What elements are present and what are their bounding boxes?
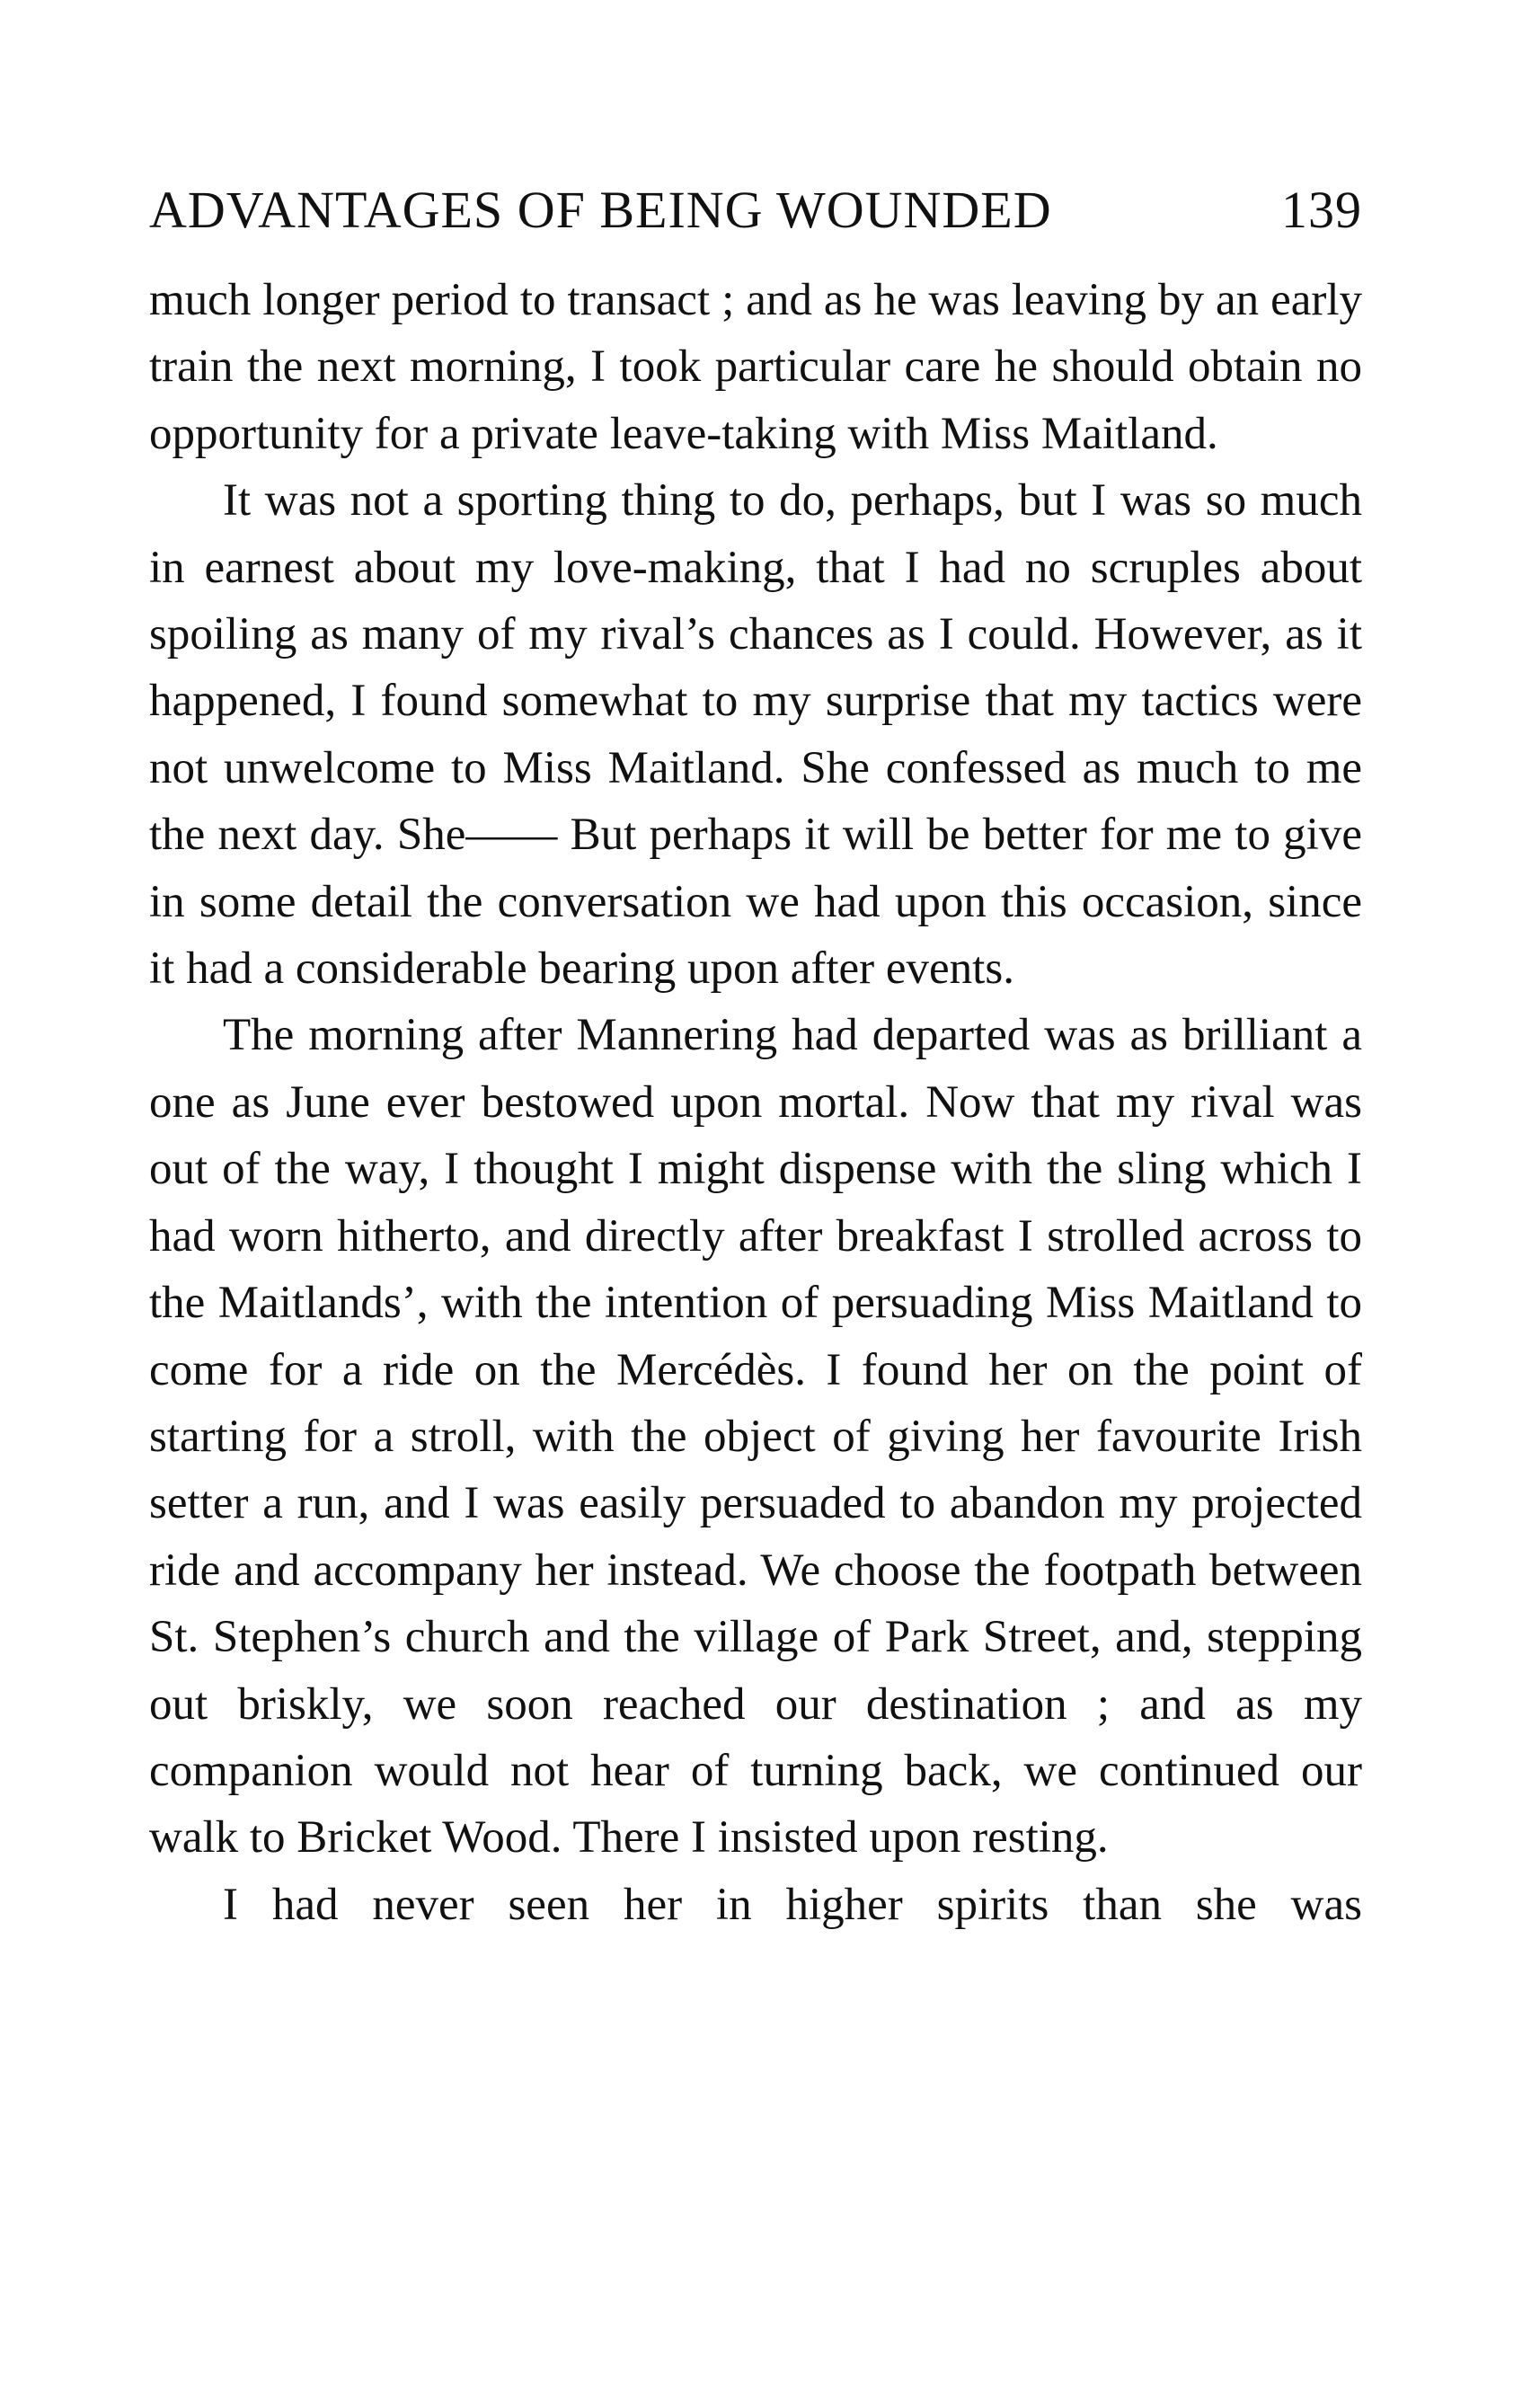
running-title: ADVANTAGES OF BEING WOUNDED: [149, 181, 1052, 239]
paragraph: It was not a sporting thing to do, perhaps, but I was so much in earnest about my love-making, that I had no scruples about spoiling as many of my rival’s chances as I could. However, as it happened, I found somewhat to my surprise that my tactics were not unwelcome to Miss Maitland. She confessed as much to me the next day. She—— But perhaps it will be better for me to give in some detail the conversation we had upon this occasion, since it had a considerable bearing upon after events.: [149, 475, 1362, 995]
body-text: [149, 267, 1362, 1938]
running-head: [149, 175, 1362, 247]
paragraph-continued: much longer period to transact ; and as he was leaving by an early train the next morning, I took particular care he should obtain no opportunity for a private leave-taking with Miss Maitland.: [149, 275, 1362, 459]
page-number: 139: [1281, 181, 1362, 239]
book-page: [149, 175, 1362, 1938]
paragraph: The morning after Mannering had departed was as brilliant a one as June ever bestowed upon mortal. Now that my rival was out of the way, I thought I might dispense with the sling which I had worn hitherto, and directly after breakfast I strolled across to the Maitlands’, with the intention of persuading Miss Maitland to come for a ride on the Mercédès. I found her on the point of starting for a stroll, with the object of giving her favourite Irish setter a run, and I was easily persuaded to abandon my projected ride and accompany her instead. We choose the footpath between St. Stephen’s church and the village of Park Street, and, stepping out briskly, we soon reached our destination ; and as my companion would not hear of turning back, we continued our walk to Bricket Wood. There I insisted upon resting.: [149, 1010, 1362, 1864]
paragraph-last-line: I had never seen her in higher spirits than she was: [223, 1879, 1362, 1930]
